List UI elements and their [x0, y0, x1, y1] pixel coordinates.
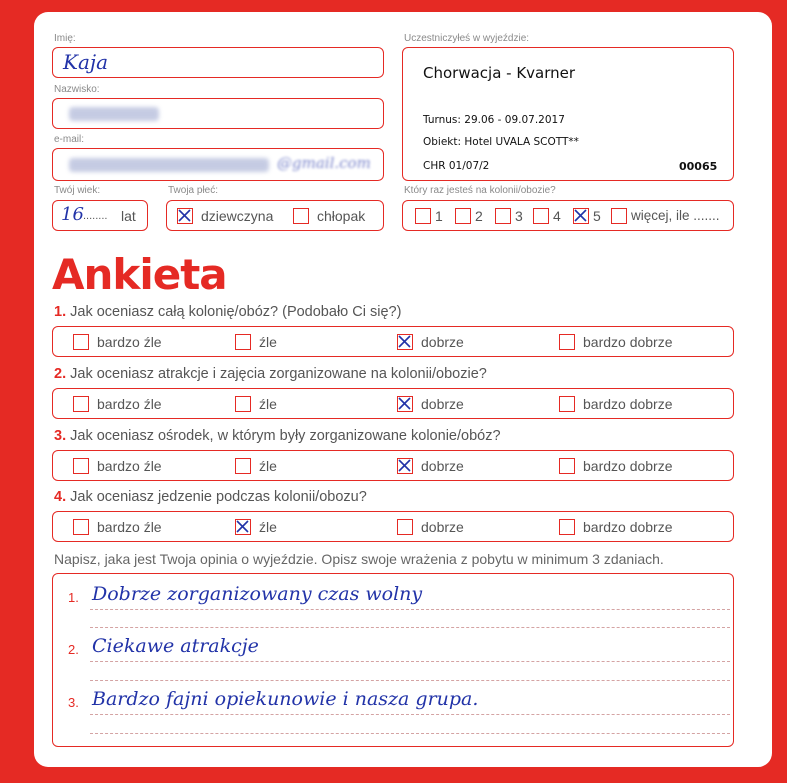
- check-x-icon: [178, 209, 191, 222]
- question-text: Jak oceniasz atrakcje i zajęcia zorganizowane na kolonii/obozie?: [70, 366, 487, 382]
- times-checkbox-2[interactable]: [455, 208, 471, 224]
- scale-label: bardzo dobrze: [583, 396, 673, 412]
- writing-line: [90, 661, 730, 662]
- scale-label: bardzo źle: [97, 519, 162, 535]
- trip-number: 00065: [679, 160, 718, 173]
- times-option-1: 1: [435, 208, 443, 224]
- rating-2-zle[interactable]: [235, 396, 251, 412]
- opinion-answer-3: Bardzo fajni opiekunowie i nasza grupa.: [92, 688, 479, 710]
- gender-checkbox-girl[interactable]: [177, 208, 193, 224]
- writing-line: [90, 680, 730, 681]
- last-name-field[interactable]: [52, 98, 384, 129]
- survey-title: Ankieta: [52, 250, 227, 299]
- question-3: [54, 428, 501, 444]
- writing-line: [90, 609, 730, 610]
- trip-info-box: [402, 47, 734, 181]
- opinion-answer-1: Dobrze zorganizowany czas wolny: [92, 583, 423, 605]
- rating-4-zle[interactable]: [235, 519, 251, 535]
- age-label: Twój wiek:: [54, 185, 101, 196]
- gender-checkbox-boy[interactable]: [293, 208, 309, 224]
- last-name-label: Nazwisko:: [54, 84, 100, 95]
- first-name-field[interactable]: [52, 47, 384, 78]
- trip-turnus: Turnus: 29.06 - 09.07.2017: [423, 114, 565, 126]
- first-name-label: Imię:: [54, 33, 76, 44]
- opinion-line-number: 2.: [68, 642, 79, 657]
- question-number: 2.: [54, 366, 67, 382]
- rating-3-bardzo-zle[interactable]: [73, 458, 89, 474]
- times-option-2: 2: [475, 208, 483, 224]
- rating-row-3: [52, 450, 734, 481]
- opinion-prompt: Napisz, jaka jest Twoja opinia o wyjeździe. Opisz swoje wrażenia z pobytu w minimum 3 zdaniach.: [54, 551, 664, 567]
- times-checkbox-1[interactable]: [415, 208, 431, 224]
- age-value: 16: [61, 204, 84, 225]
- question-1: [54, 304, 401, 320]
- trip-code: CHR 01/07/2: [423, 160, 490, 172]
- rating-row-4: [52, 511, 734, 542]
- times-option-more: więcej, ile .......: [631, 208, 720, 223]
- check-x-icon: [574, 209, 587, 222]
- rating-3-dobrze[interactable]: [397, 458, 413, 474]
- email-label: e-mail:: [54, 134, 85, 145]
- times-field: [402, 200, 734, 231]
- question-number: 4.: [54, 489, 67, 505]
- times-checkbox-5[interactable]: [573, 208, 589, 224]
- times-checkbox-4[interactable]: [533, 208, 549, 224]
- times-option-4: 4: [553, 208, 561, 224]
- gender-option-boy: chłopak: [317, 208, 366, 224]
- writing-line: [90, 714, 730, 715]
- age-dots: ........: [83, 210, 108, 222]
- scale-label: dobrze: [421, 396, 464, 412]
- first-name-value: Kaja: [63, 50, 108, 74]
- times-option-3: 3: [515, 208, 523, 224]
- rating-2-bardzo-zle[interactable]: [73, 396, 89, 412]
- rating-2-dobrze[interactable]: [397, 396, 413, 412]
- opinion-line-number: 1.: [68, 590, 79, 605]
- trip-obiekt: Obiekt: Hotel UVALA SCOTT**: [423, 136, 579, 148]
- scale-label: źle: [259, 458, 277, 474]
- question-text: Jak oceniasz ośrodek, w którym były zorganizowane kolonie/obóz?: [70, 428, 501, 444]
- trip-label: Uczestniczyłeś w wyjeździe:: [404, 33, 530, 44]
- opinion-line-number: 3.: [68, 695, 79, 710]
- writing-line: [90, 627, 730, 628]
- rating-3-zle[interactable]: [235, 458, 251, 474]
- scale-label: źle: [259, 396, 277, 412]
- email-field[interactable]: [52, 148, 384, 181]
- times-checkbox-more[interactable]: [611, 208, 627, 224]
- age-unit: lat: [121, 208, 136, 224]
- gender-option-girl: dziewczyna: [201, 208, 274, 224]
- question-text: Jak oceniasz jedzenie podczas kolonii/obozu?: [70, 489, 367, 505]
- check-x-icon: [398, 397, 411, 410]
- rating-row-2: [52, 388, 734, 419]
- gender-field: [166, 200, 384, 231]
- rating-2-bardzo-dobrze[interactable]: [559, 396, 575, 412]
- rating-1-zle[interactable]: [235, 334, 251, 350]
- check-x-icon: [398, 459, 411, 472]
- times-label: Który raz jesteś na kolonii/obozie?: [404, 185, 556, 196]
- scale-label: bardzo dobrze: [583, 519, 673, 535]
- rating-1-dobrze[interactable]: [397, 334, 413, 350]
- gender-label: Twoja płeć:: [168, 185, 219, 196]
- rating-1-bardzo-dobrze[interactable]: [559, 334, 575, 350]
- check-x-icon: [236, 520, 249, 533]
- age-field[interactable]: [52, 200, 148, 231]
- scale-label: dobrze: [421, 458, 464, 474]
- scale-label: bardzo dobrze: [583, 458, 673, 474]
- scale-label: dobrze: [421, 519, 464, 535]
- scale-label: dobrze: [421, 334, 464, 350]
- times-checkbox-3[interactable]: [495, 208, 511, 224]
- scale-label: bardzo dobrze: [583, 334, 673, 350]
- scale-label: źle: [259, 519, 277, 535]
- opinion-answer-2: Ciekawe atrakcje: [92, 635, 259, 657]
- trip-name: Chorwacja - Kvarner: [423, 64, 576, 82]
- check-x-icon: [398, 335, 411, 348]
- rating-4-bardzo-dobrze[interactable]: [559, 519, 575, 535]
- writing-line: [90, 733, 730, 734]
- rating-row-1: [52, 326, 734, 357]
- rating-1-bardzo-zle[interactable]: [73, 334, 89, 350]
- scale-label: źle: [259, 334, 277, 350]
- question-number: 1.: [54, 304, 67, 320]
- rating-4-bardzo-zle[interactable]: [73, 519, 89, 535]
- redacted-last-name: [69, 107, 159, 121]
- question-number: 3.: [54, 428, 67, 444]
- times-option-5: 5: [593, 208, 601, 224]
- question-2: [54, 366, 487, 382]
- question-4: [54, 489, 367, 505]
- rating-4-dobrze[interactable]: [397, 519, 413, 535]
- question-text: Jak oceniasz całą kolonię/obóz? (Podobało Ci się?): [70, 304, 402, 320]
- redacted-email-user: [69, 158, 269, 172]
- rating-3-bardzo-dobrze[interactable]: [559, 458, 575, 474]
- scale-label: bardzo źle: [97, 334, 162, 350]
- email-value: @gmail.com: [277, 154, 371, 172]
- scale-label: bardzo źle: [97, 458, 162, 474]
- scale-label: bardzo źle: [97, 396, 162, 412]
